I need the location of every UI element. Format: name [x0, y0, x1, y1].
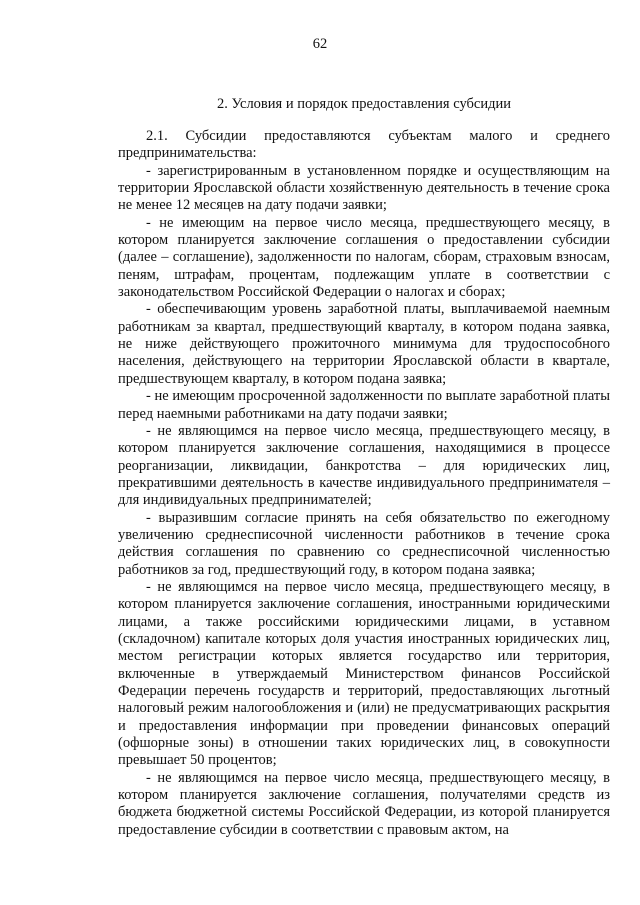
paragraph-no-tax-debt: - не имеющим на первое число месяца, предшествующего месяцу, в котором планируется заключение соглашения о предоставлении субсидии (далее – соглашение), задолженности по налогам, сборам, страховым взносам, пеням, штрафам, процентам, подлежащим уплате в соответствии с законодательством Российской Федерации о налогах и сборах;	[118, 214, 610, 301]
paragraph-intro: 2.1. Субсидии предоставляются субъектам малого и среднего предпринимательства:	[118, 128, 610, 162]
paragraph-wage-level: - обеспечивающим уровень заработной платы, выплачиваемой наемным работникам за квартал, предшествующий кварталу, в котором подана заявка, не ниже действующего прожиточного минимума для трудоспособного населения, действующего на территории Ярославской области в квартале, предшествующем кварталу, в котором подана заявка;	[118, 301, 610, 387]
paragraph-not-foreign-entity: - не являющимся на первое число месяца, предшествующего месяцу, в котором планируется заключение соглашения, иностранными юридическими лицами, а также российскими юридическими лицами, в уставном (складочном) капитале которых доля участия иностранных юридических лиц, местом регистрации которых является государство или территория, включенные в утверждаемый Министерством финансов Российской Федерации перечень государств и территорий, предоставляющих льготный налоговый режим налогообложения и (или) не предусматривающих раскрытия и предоставления информации при проведении финансовых операций (офшорные зоны) в отношении таких юридических лиц, в совокупности превышает 50 процентов;	[118, 578, 610, 769]
page-number: 62	[312, 36, 328, 52]
document-body	[118, 128, 610, 839]
paragraph-headcount-obligation: - выразившим согласие принять на себя обязательство по ежегодному увеличению среднесписочной численности работников в течение срока действия соглашения по сравнению со среднесписочной численностью работников за год, предшествующий году, в котором подана заявка;	[118, 509, 610, 578]
paragraph-not-budget-recipient: - не являющимся на первое число месяца, предшествующего месяцу, в котором планируется заключение соглашения, получателями средств из бюджета бюджетной системы Российской Федерации, из которой планируется предоставление субсидии в соответствии с правовым актом, на	[118, 769, 610, 838]
section-title: 2. Условия и порядок предоставления субсидии	[216, 96, 511, 112]
paragraph-no-wage-arrears: - не имеющим просроченной задолженности по выплате заработной платы перед наемными работниками на дату подачи заявки;	[118, 388, 610, 422]
paragraph-not-reorganizing: - не являющимся на первое число месяца, предшествующего месяцу, в котором планируется заключение соглашения, находящимися в процессе реорганизации, ликвидации, банкротства – для юридических лиц, прекратившими деятельность в качестве индивидуального предпринимателя – для индивидуальных предпринимателей;	[118, 422, 610, 509]
paragraph-registration: - зарегистрированным в установленном порядке и осуществляющим на территории Ярославской области хозяйственную деятельность в течение срока не менее 12 месяцев на дату подачи заявки;	[118, 162, 610, 214]
